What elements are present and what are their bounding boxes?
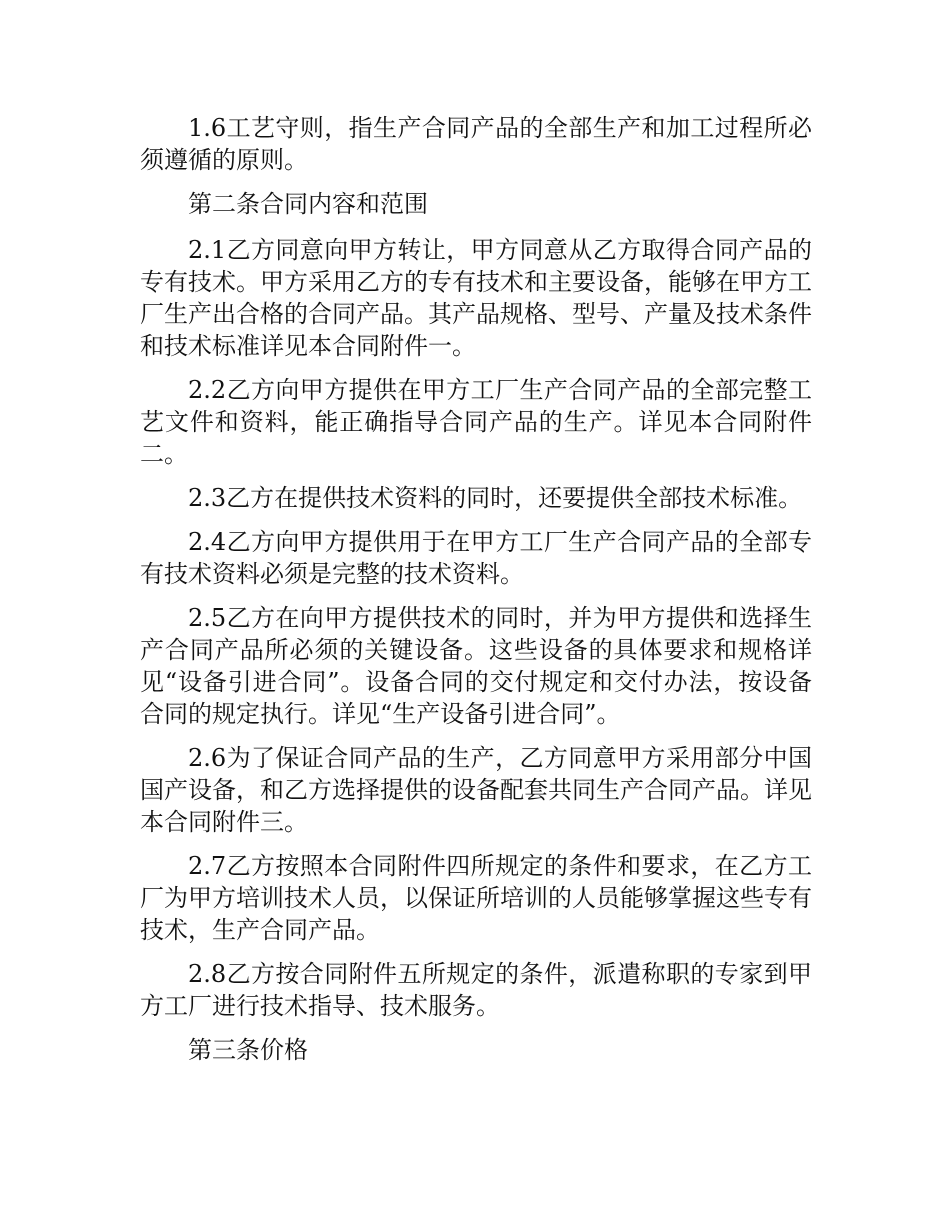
paragraph-2-4: 2.4乙方向甲方提供用于在甲方工厂生产合同产品的全部专有技术资料必须是完整的技术资料。 [140, 528, 812, 588]
paragraph-2-6: 2.6为了保证合同产品的生产，乙方同意甲方采用部分中国国产设备，和乙方选择提供的设备配套共同生产合同产品。详见本合同附件三。 [140, 744, 812, 836]
section-heading-article-3: 第三条价格 [188, 1036, 308, 1064]
paragraph-2-7: 2.7乙方按照本合同附件四所规定的条件和要求，在乙方工厂为甲方培训技术人员，以保证所培训的人员能够掌握这些专有技术，生产合同产品。 [140, 852, 812, 944]
paragraph-1-6: 1.6工艺守则，指生产合同产品的全部生产和加工过程所必须遵循的原则。 [140, 114, 812, 174]
paragraph-2-2: 2.2乙方向甲方提供在甲方工厂生产合同产品的全部完整工艺文件和资料，能正确指导合同产品的生产。详见本合同附件二。 [140, 376, 812, 468]
paragraph-2-3: 2.3乙方在提供技术资料的同时，还要提供全部技术标准。 [188, 484, 803, 512]
paragraph-2-5: 2.5乙方在向甲方提供技术的同时，并为甲方提供和选择生产合同产品所必须的关键设备。这些设备的具体要求和规格详见“设备引进合同”。设备合同的交付规定和交付办法，按设备合同的规定执行。详见“生产设备引进合同”。 [140, 604, 812, 728]
document-page [140, 112, 812, 1080]
paragraph-2-8: 2.8乙方按合同附件五所规定的条件，派遣称职的专家到甲方工厂进行技术指导、技术服务。 [140, 960, 812, 1020]
paragraph-2-1: 2.1乙方同意向甲方转让，甲方同意从乙方取得合同产品的专有技术。甲方采用乙方的专有技术和主要设备，能够在甲方工厂生产出合格的合同产品。其产品规格、型号、产量及技术条件和技术标准详见本合同附件一。 [140, 236, 812, 360]
section-heading-article-2: 第二条合同内容和范围 [188, 190, 428, 218]
